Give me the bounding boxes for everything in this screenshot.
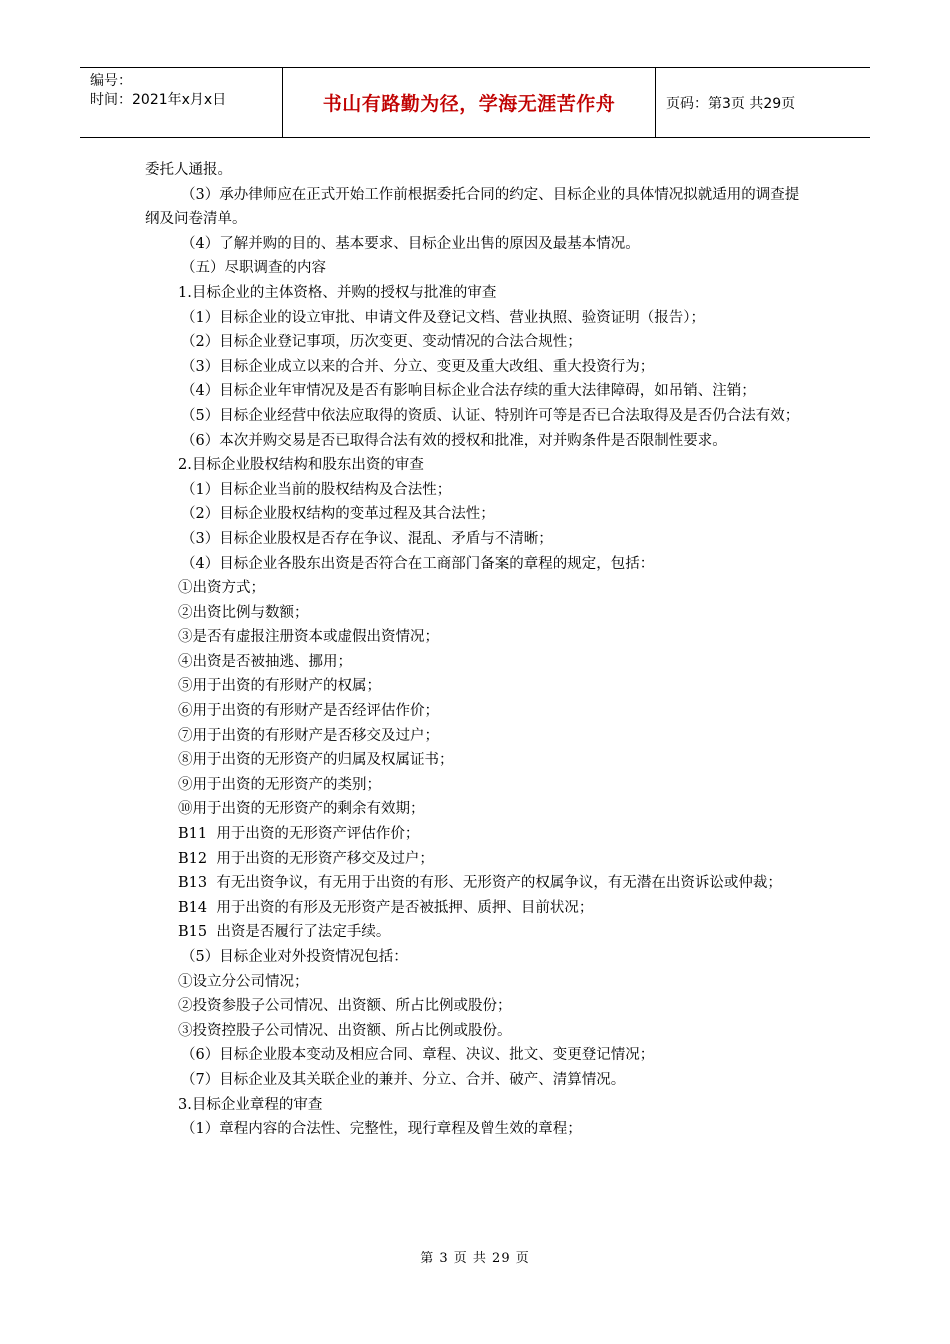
- paragraph: ③是否有虚报注册资本或虚假出资情况；: [178, 629, 439, 646]
- paragraph: 1.目标企业的主体资格、并购的授权与批准的审查: [178, 284, 497, 301]
- paragraph: ②出资比例与数额；: [178, 604, 309, 621]
- document-header: [80, 67, 870, 138]
- paragraph: （4）目标企业各股东出资是否符合在工商部门备案的章程的规定，包括：: [181, 555, 655, 572]
- header-info-cell: [80, 68, 282, 137]
- paragraph: （3）承办律师应在正式开始工作前根据委托合同的约定、目标企业的具体情况拟就适用的调查提纲及问卷清单。: [145, 186, 800, 228]
- paragraph: （6）本次并购交易是否已取得合法有效的授权和批准，对并购条件是否限制性要求。: [181, 432, 727, 449]
- page-footer: 第 3 页 共 29 页: [420, 1251, 530, 1266]
- paragraph: ⑥用于出资的有形财产是否经评估作价；: [178, 703, 439, 720]
- paragraph: ①出资方式；: [178, 580, 265, 597]
- paragraph: ②投资参股子公司情况、出资额、所占比例或股份；: [178, 998, 512, 1015]
- paragraph: B11 用于出资的无形资产评估作价；: [178, 826, 420, 843]
- header-page-info: 页码：第3页 共29页: [666, 95, 796, 112]
- paragraph: （2）目标企业股权结构的变革过程及其合法性；: [181, 506, 495, 523]
- paragraph: 委托人通报。: [145, 162, 232, 178]
- paragraph: （2）目标企业登记事项，历次变更、变动情况的合法合规性；: [181, 334, 582, 351]
- paragraph: （3）目标企业成立以来的合并、分立、变更及重大改组、重大投资行为；: [181, 358, 655, 375]
- header-motto-cell: [282, 68, 656, 137]
- header-motto: 书山有路勤为径，学海无涯苦作舟: [322, 93, 616, 115]
- header-page-cell: [656, 68, 870, 137]
- paragraph: （4）目标企业年审情况及是否有影响目标企业合法存续的重大法律障碍，如吊销、注销；: [181, 383, 756, 400]
- paragraph: ⑧用于出资的无形资产的归属及权属证书；: [178, 752, 454, 769]
- paragraph: ④出资是否被抽逃、挪用；: [178, 653, 352, 670]
- document-number-label: 编号：: [90, 73, 132, 89]
- paragraph: ⑤用于出资的有形财产的权属；: [178, 678, 381, 695]
- document-date-label: 时间：2021年x月x日: [90, 92, 227, 108]
- paragraph: （1）目标企业当前的股权结构及合法性；: [181, 481, 452, 498]
- paragraph: （1）章程内容的合法性、完整性，现行章程及曾生效的章程；: [181, 1121, 582, 1138]
- paragraph: （4）了解并购的目的、基本要求、目标企业出售的原因及最基本情况。: [181, 235, 640, 252]
- paragraph: B13 有无出资争议，有无用于出资的有形、无形资产的权属争议，有无潜在出资诉讼或仲裁；: [178, 875, 782, 892]
- paragraph: （5）目标企业经营中依法应取得的资质、认证、特别许可等是否已合法取得及是否仍合法有效；: [181, 407, 800, 424]
- paragraph: （7）目标企业及其关联企业的兼并、分立、合并、破产、清算情况。: [181, 1071, 626, 1088]
- paragraph: 2.目标企业股权结构和股东出资的审查: [178, 457, 424, 474]
- paragraph: ⑨用于出资的无形资产的类别；: [178, 776, 381, 793]
- paragraph: （3）目标企业股权是否存在争议、混乱、矛盾与不清晰；: [181, 530, 553, 547]
- paragraph: ①设立分公司情况；: [178, 973, 309, 990]
- paragraph: （五）尽职调查的内容: [181, 260, 326, 277]
- paragraph: B15 出资是否履行了法定手续。: [178, 924, 391, 941]
- paragraph: B14 用于出资的有形及无形资产是否被抵押、质押、目前状况；: [178, 899, 594, 916]
- paragraph: （5）目标企业对外投资情况包括：: [181, 949, 408, 965]
- paragraph: （6）目标企业股本变动及相应合同、章程、决议、批文、变更登记情况；: [181, 1047, 655, 1064]
- paragraph: B12 用于出资的无形资产移交及过户；: [178, 850, 434, 867]
- paragraph: 3.目标企业章程的审查: [178, 1096, 323, 1113]
- document-body: [145, 158, 810, 1142]
- paragraph: ⑩用于出资的无形资产的剩余有效期；: [178, 801, 425, 818]
- paragraph: ⑦用于出资的有形财产是否移交及过户；: [178, 727, 439, 744]
- paragraph: （1）目标企业的设立审批、申请文件及登记文档、营业执照、验资证明（报告）；: [181, 309, 705, 326]
- paragraph: ③投资控股子公司情况、出资额、所占比例或股份。: [178, 1022, 512, 1039]
